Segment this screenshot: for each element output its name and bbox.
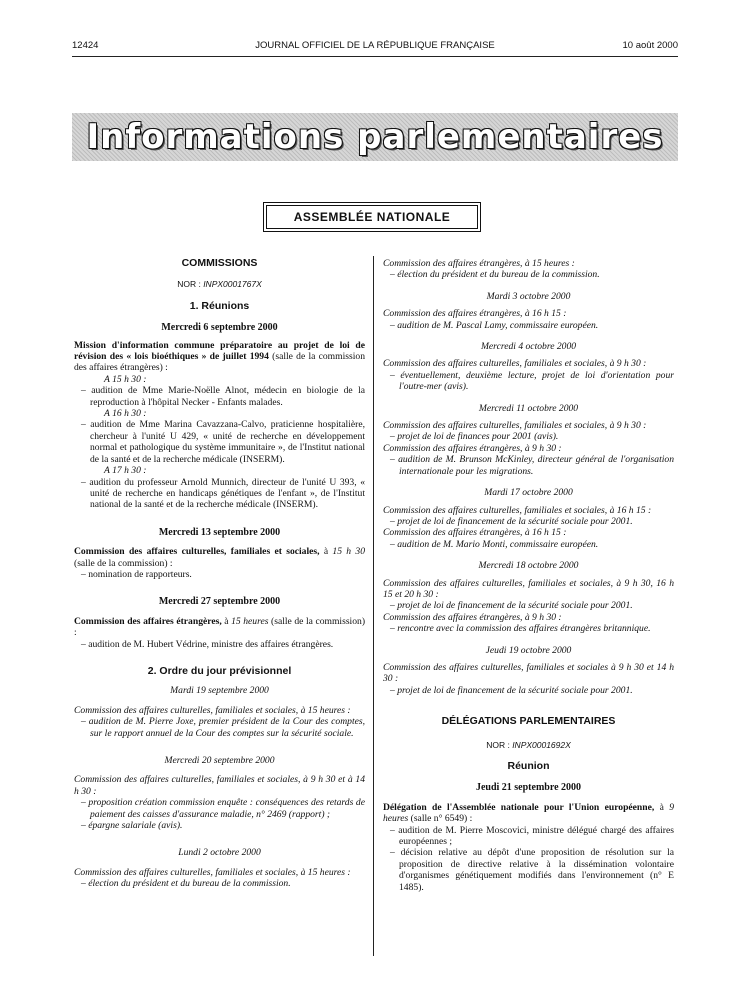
agenda-item: – audition de M. Hubert Védrine, ministre des affaires étrangères. bbox=[81, 638, 334, 650]
ordre-du-jour-title: 2. Ordre du jour prévisionnel bbox=[147, 664, 292, 677]
left-column bbox=[74, 258, 365, 890]
meeting-paragraph: Commission des affaires culturelles, familiales et sociales, à 9 h 30, 16 h 15 et 20 h 30 : bbox=[383, 577, 674, 600]
time-label: A 17 h 30 : bbox=[104, 465, 147, 477]
agenda-item: – audition de M. Pierre Moscovici, ministre délégué chargé des affaires européennes ; bbox=[390, 824, 674, 848]
reunion-title: Réunion bbox=[507, 760, 550, 772]
agenda-item: – élection du président et du bureau de la commission. bbox=[390, 269, 600, 281]
date-heading: Mercredi 4 octobre 2000 bbox=[480, 341, 577, 353]
agenda-item: – audition de M. Brunson McKinley, directeur général de l'organisation internationale pour les migrations. bbox=[390, 454, 674, 477]
date-heading: Mardi 17 octobre 2000 bbox=[484, 487, 573, 499]
agenda-item: – nomination de rapporteurs. bbox=[81, 568, 192, 580]
agenda-item: – audition de Mme Marina Cavazzana-Calvo, praticienne hospitalière, chercheur à l'unité U 429, « unité de recherche en développement normal et pathologique du système immunitaire », de l'Institut national de la santé et de la recherche médicale (INSERM). bbox=[81, 419, 365, 465]
date-heading: Mardi 19 septembre 2000 bbox=[170, 685, 269, 697]
nor-code: INPX0001692X bbox=[512, 739, 571, 750]
date-heading: Mercredi 11 octobre 2000 bbox=[478, 402, 579, 414]
date-heading: Lundi 2 octobre 2000 bbox=[178, 847, 261, 859]
header-rule bbox=[72, 56, 678, 57]
agenda-item: – projet de loi de financement de la sécurité sociale pour 2001. bbox=[390, 515, 633, 527]
meeting-paragraph: Commission des affaires étrangères, à 16 h 15 : bbox=[383, 527, 567, 539]
meeting-paragraph: Commission des affaires étrangères, à 15 heures (salle de la commission) : bbox=[74, 615, 366, 639]
meeting-paragraph: Commission des affaires étrangères, à 16 h 15 : bbox=[383, 308, 567, 320]
meeting-paragraph: Commission des affaires culturelles, familiales et sociales à 9 h 30 et 14 h 30 : bbox=[383, 661, 674, 685]
right-column bbox=[383, 258, 674, 893]
agenda-item: – proposition création commission enquête : conséquences des retards de paiement des caisses d'assurance maladie, n° 2469 (rapport) ; bbox=[81, 797, 365, 820]
meeting-paragraph: Commission des affaires culturelles, familiales et sociales, à 15 heures : bbox=[74, 704, 351, 716]
journal-title: JOURNAL OFFICIEL DE LA RÉPUBLIQUE FRANÇAISE bbox=[255, 40, 495, 51]
page-number: 12424 bbox=[72, 40, 99, 51]
issue-date: 10 août 2000 bbox=[622, 40, 678, 51]
agenda-item: – projet de loi de finances pour 2001 (avis). bbox=[390, 431, 559, 443]
date-heading: Jeudi 21 septembre 2000 bbox=[475, 782, 582, 794]
agenda-item: – projet de loi de financement de la sécurité sociale pour 2001. bbox=[390, 684, 633, 696]
nor-line: NOR : INPX0001692X bbox=[486, 739, 571, 750]
meeting-paragraph: Commission des affaires culturelles, familiales et sociales, à 15 h 30 (salle de la commission) : bbox=[74, 546, 365, 569]
meeting-paragraph: Délégation de l'Assemblée nationale pour l'Union européenne, à 9 heures (salle n° 6549) : bbox=[383, 801, 674, 825]
meeting-paragraph: Commission des affaires étrangères, à 9 h 30 : bbox=[383, 442, 562, 454]
meeting-paragraph: Mission d'information commune préparatoire au projet de loi de révision des « lois bioéthiques » de juillet 1994 (salle de la commission des affaires étrangères) : bbox=[74, 339, 365, 374]
agenda-item: – audition de M. Pascal Lamy, commissaire européen. bbox=[390, 319, 599, 331]
time-label: A 16 h 30 : bbox=[104, 408, 147, 420]
nor-line: NOR : INPX0001767X bbox=[177, 279, 262, 290]
nor-code: INPX0001767X bbox=[203, 279, 262, 290]
date-heading: Mercredi 18 octobre 2000 bbox=[478, 560, 579, 572]
agenda-item: – audition de M. Pierre Joxe, premier président de la Cour des comptes, sur le rapport annuel de la Cour des comptes sur la sécurité sociale. bbox=[81, 716, 365, 739]
date-heading: Mercredi 20 septembre 2000 bbox=[164, 755, 275, 766]
agenda-item: – projet de loi de financement de la sécurité sociale pour 2001. bbox=[390, 600, 633, 612]
agenda-item: – audition de M. Mario Monti, commissaire européen. bbox=[390, 538, 599, 550]
agenda-item: – épargne salariale (avis). bbox=[81, 820, 183, 832]
agenda-item: – décision relative au dépôt d'une proposition de résolution sur la proposition de directive relative à la dissémination volontaire d'organismes génétiquement modifiés dans l'environnement (n° E 1485). bbox=[390, 847, 674, 893]
meeting-paragraph: Commission des affaires culturelles, familiales et sociales, à 9 h 30 : bbox=[383, 420, 647, 432]
date-heading: Mercredi 13 septembre 2000 bbox=[158, 526, 281, 538]
agenda-item: – audition du professeur Arnold Munnich, directeur de l'unité U 393, « unité de recherche en handicaps génétiques de l'enfant », de l'Institut national de la santé et de la recherche médicale (INSERM). bbox=[81, 476, 365, 511]
agenda-item: – élection du président et du bureau de la commission. bbox=[81, 878, 291, 890]
assemblee-nationale-box bbox=[263, 202, 481, 232]
reunions-title: 1. Réunions bbox=[189, 299, 250, 312]
delegations-title: DÉLÉGATIONS PARLEMENTAIRES bbox=[441, 715, 616, 728]
agenda-item: – audition de Mme Marie-Noëlle Alnot, médecin en biologie de la reproduction à l'hôpital Necker - Enfants malades. bbox=[81, 385, 365, 408]
meeting-paragraph: Commission des affaires étrangères, à 15 heures : bbox=[383, 258, 575, 269]
meeting-paragraph: Commission des affaires culturelles, familiales et sociales, à 9 h 30 : bbox=[383, 358, 647, 370]
agenda-item: – éventuellement, deuxième lecture, projet de loi d'orientation pour l'outre-mer (avis). bbox=[390, 369, 674, 393]
meeting-paragraph: Commission des affaires culturelles, familiales et sociales, à 15 heures : bbox=[74, 866, 351, 878]
assemblee-nationale-title: ASSEMBLÉE NATIONALE bbox=[266, 205, 478, 229]
time-label: A 15 h 30 : bbox=[104, 373, 147, 385]
date-heading: Mercredi 6 septembre 2000 bbox=[161, 322, 278, 334]
date-heading: Jeudi 19 octobre 2000 bbox=[485, 644, 572, 656]
date-heading: Mardi 3 octobre 2000 bbox=[486, 290, 571, 302]
banner-title: Informations parlementaires bbox=[86, 117, 664, 157]
agenda-item: – rencontre avec la commission des affaires étrangères britannique. bbox=[390, 623, 651, 635]
commissions-title: COMMISSIONS bbox=[181, 257, 258, 269]
meeting-paragraph: Commission des affaires culturelles, familiales et sociales, à 16 h 15 : bbox=[383, 504, 652, 516]
section-banner bbox=[72, 113, 678, 161]
meeting-paragraph: Commission des affaires étrangères, à 9 h 30 : bbox=[383, 611, 562, 623]
column-divider bbox=[373, 256, 374, 956]
meeting-paragraph: Commission des affaires culturelles, familiales et sociales, à 9 h 30 et à 14 h 30 : bbox=[74, 774, 365, 797]
date-heading: Mercredi 27 septembre 2000 bbox=[158, 596, 281, 608]
